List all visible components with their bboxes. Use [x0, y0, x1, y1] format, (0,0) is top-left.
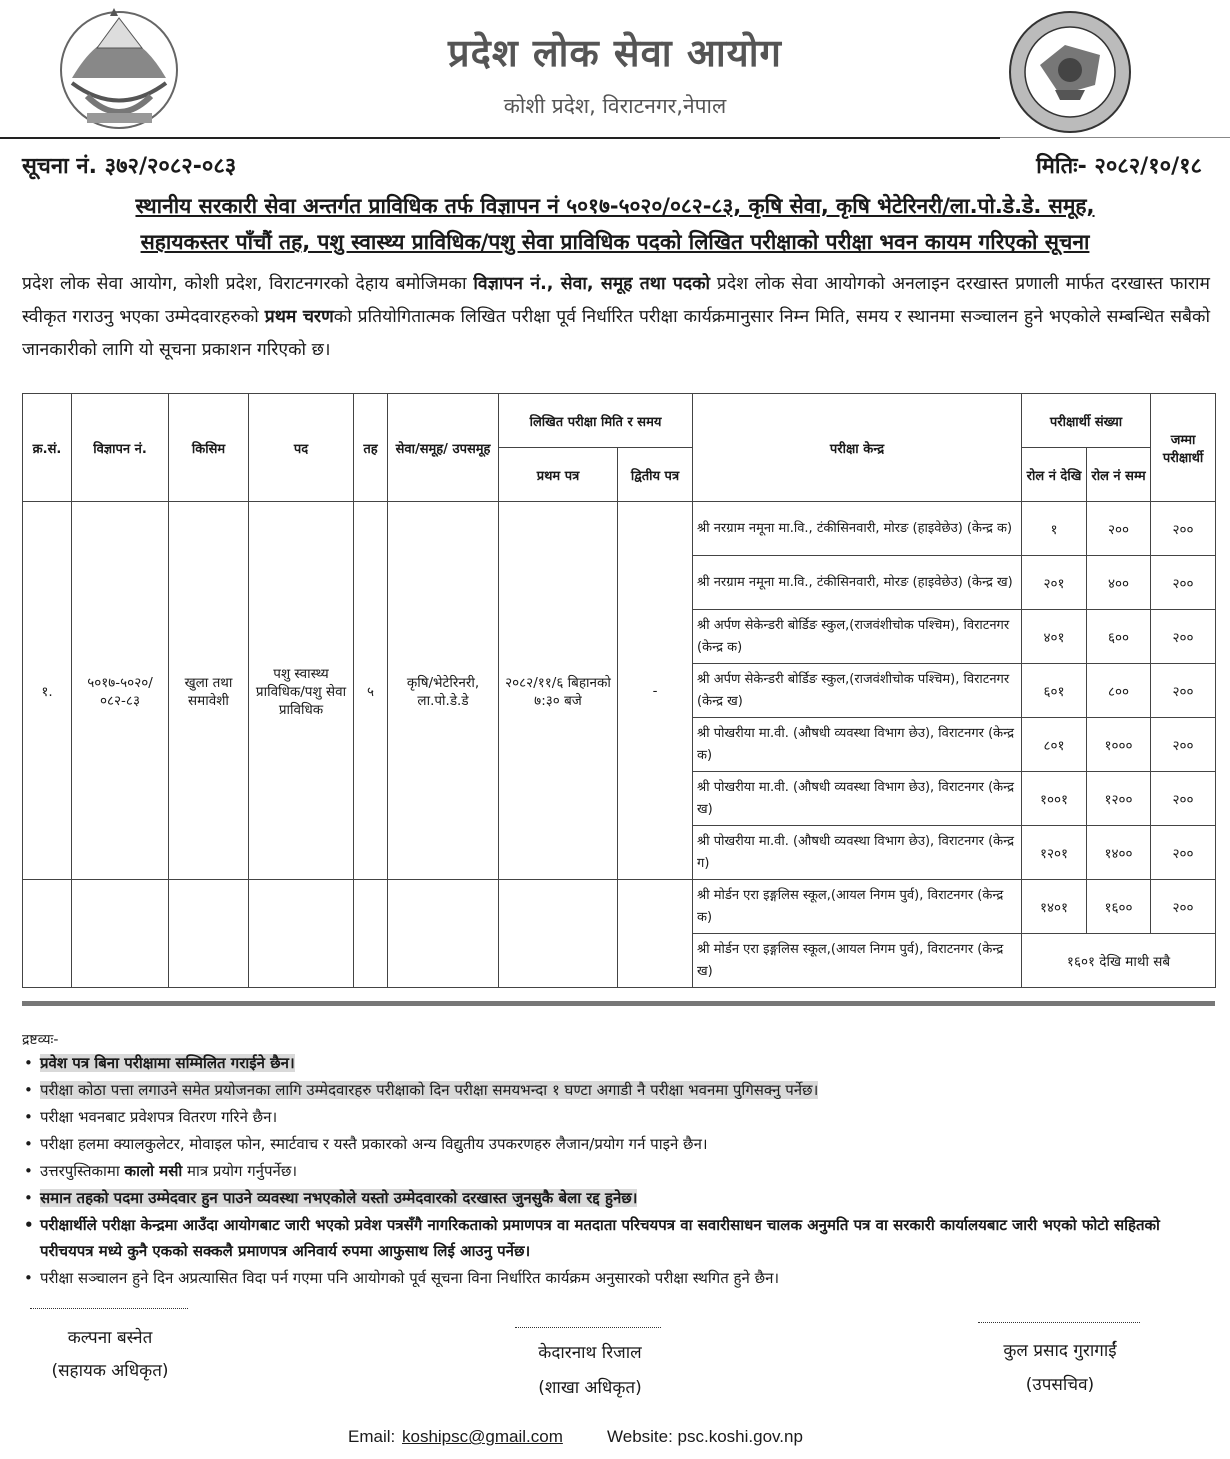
cell-level: ५	[354, 502, 388, 880]
table-row-center: श्री पोखरीया मा.वी. (औषधी व्यवस्था विभाग छेउ), विराटनगर (केन्द्र ख)	[693, 772, 1022, 826]
table-row-to: ६००	[1087, 610, 1151, 664]
headline-line-1: स्थानीय सरकारी सेवा अन्तर्गत प्राविधिक तर्फ विज्ञापन नं ५०१७-५०२०/०८२-८३, कृषि सेवा, कृषि भेटेरिनरी/ला.पो.डे.डे. समूह,	[135, 194, 1095, 218]
email-label: Email:	[348, 1427, 396, 1446]
cell-adv: ५०१७-५०२०/ ०८२-८३	[72, 502, 169, 880]
notice-date: मितिः- २०८२/१०/१८	[1036, 154, 1202, 179]
list-item: • परीक्षा भवनबाट प्रवेशपत्र वितरण गरिने छैन।	[22, 1104, 1212, 1130]
list-item: • प्रवेश पत्र बिना परीक्षामा सम्मिलित गराईने छैन।	[22, 1050, 1212, 1076]
email-link[interactable]: koshipsc@gmail.com	[402, 1427, 563, 1446]
list-item: • समान तहको पदमा उम्मेदवार हुन पाउने व्यवस्था नभएकोले यस्तो उम्मेदवारको दरखास्त जुनसुकै बेला रद्द हुनेछ।	[22, 1185, 1212, 1211]
signature-line	[30, 1308, 188, 1309]
table-row-center: श्री नरग्राम नमूना मा.वि., टंकीसिनवारी, मोरङ (हाइवेछेउ) (केन्द्र ख)	[693, 556, 1022, 610]
table-row-total: २००	[1151, 664, 1216, 718]
signature-name: कल्पना बस्नेत	[67, 1328, 153, 1348]
table-row-to: २००	[1087, 502, 1151, 556]
empty-cell	[249, 880, 354, 988]
th-level: तह	[354, 394, 388, 502]
table-row-center: श्री मोर्डन एरा इङ्गलिस स्कूल,(आयल निगम पुर्व), विराटनगर (केन्द्र क)	[693, 880, 1022, 934]
table-row-from: २०१	[1022, 556, 1087, 610]
th-first: प्रथम पत्र	[499, 448, 618, 502]
th-adv: विज्ञापन नं.	[72, 394, 169, 502]
signature-role: (शाखा अधिकृत)	[538, 1378, 642, 1398]
empty-cell	[169, 880, 249, 988]
signature-line	[978, 1322, 1140, 1323]
table-row-center: श्री अर्पण सेकेन्डरी बोर्डिङ स्कुल,(राजवंशीचोक पश्चिम), विराटनगर (केन्द्र ख)	[693, 664, 1022, 718]
commission-seal-icon	[1005, 10, 1135, 135]
cell-first-paper: २०८२/११/६ बिहानको ७:३० बजे	[499, 502, 618, 880]
table-row-from: १४०१	[1022, 880, 1087, 934]
th-count: परीक्षार्थी संख्या	[1022, 394, 1151, 448]
signature-name: केदारनाथ रिजाल	[538, 1343, 642, 1363]
th-center: परीक्षा केन्द्र	[693, 394, 1022, 502]
empty-cell	[354, 880, 388, 988]
website-text: Website: psc.koshi.gov.np	[607, 1427, 803, 1446]
cell-service: कृषि/भेटेरिनरी, ला.पो.डे.डे	[388, 502, 499, 880]
table-row-range: १६०१ देखि माथी सबै	[1022, 934, 1216, 988]
notes-title: द्रष्टव्यः-	[22, 1032, 59, 1048]
list-item: • उत्तरपुस्तिकामा कालो मसी मात्र प्रयोग गर्नुपर्नेछ।	[22, 1158, 1212, 1184]
signature-role: (सहायक अधिकृत)	[51, 1361, 169, 1381]
headline-line-2: सहायकस्तर पाँचौं तह, पशु स्वास्थ्य प्राविधिक/पशु सेवा प्राविधिक पदको लिखित परीक्षाको परीक्षा भवन कायम गरिएको सूचना	[140, 230, 1090, 254]
cell-post: पशु स्वास्थ्य प्राविधिक/पशु सेवा प्राविधिक	[249, 502, 354, 880]
letterhead	[0, 0, 1230, 140]
th-written: लिखित परीक्षा मिति र समय	[499, 394, 693, 448]
org-subtitle: कोशी प्रदेश, विराटनगर,नेपाल	[503, 94, 727, 118]
list-item: • परीक्षा कोठा पत्ता लगाउने समेत प्रयोजनका लागि उम्मेदवारहरु परीक्षाको दिन परीक्षा समयभन्दा १ घण्टा अगाडी नै परीक्षा भवनमा पुगिसक्नु पर्नेछ।	[22, 1077, 1212, 1103]
empty-cell	[499, 880, 618, 988]
table-row-to: १०००	[1087, 718, 1151, 772]
empty-cell	[23, 880, 72, 988]
notes-list	[22, 1050, 1212, 1292]
table-row-to: १४००	[1087, 826, 1151, 880]
header-rule-thin	[1000, 137, 1230, 138]
table-row-from: ४०१	[1022, 610, 1087, 664]
table-row-to: ८००	[1087, 664, 1151, 718]
table-row-from: १००१	[1022, 772, 1087, 826]
cell-type: खुला तथा समावेशी	[169, 502, 249, 880]
table-row-center: श्री मोर्डन एरा इङ्गलिस स्कूल,(आयल निगम पुर्व), विराटनगर (केन्द्र ख)	[693, 934, 1022, 988]
th-second: द्वितीय पत्र	[618, 448, 693, 502]
org-title: प्रदेश लोक सेवा आयोग	[448, 31, 782, 75]
th-sn: क्र.सं.	[23, 394, 72, 502]
th-post: पद	[249, 394, 354, 502]
table-row-total: २००	[1151, 556, 1216, 610]
table-row-to: ४००	[1087, 556, 1151, 610]
table-row-to: १६००	[1087, 880, 1151, 934]
signature-line	[515, 1327, 661, 1328]
table-row-total: २००	[1151, 610, 1216, 664]
th-service: सेवा/समूह/ उपसमूह	[388, 394, 499, 502]
th-roll-from: रोल नं देखि	[1022, 448, 1087, 502]
table-bottom-rule	[22, 1001, 1215, 1006]
table-row-center: श्री पोखरीया मा.वी. (औषधी व्यवस्था विभाग छेउ), विराटनगर (केन्द्र ग)	[693, 826, 1022, 880]
cell-sn: १.	[23, 502, 72, 880]
header-rule	[0, 137, 1000, 139]
signature-name: कुल प्रसाद गुरागाईं	[1003, 1341, 1117, 1361]
th-type: किसिम	[169, 394, 249, 502]
empty-cell	[72, 880, 169, 988]
list-item: • परीक्षा सञ्चालन हुने दिन अप्रत्यासित विदा पर्न गएमा पनि आयोगको पूर्व सूचना विना निर्धारित कार्यक्रम अनुसारको परीक्षा स्थगित हुने छैन।	[22, 1265, 1212, 1291]
exam-schedule-table	[22, 393, 1216, 988]
empty-cell	[618, 880, 693, 988]
table-row-to: १२००	[1087, 772, 1151, 826]
intro-paragraph: प्रदेश लोक सेवा आयोग, कोशी प्रदेश, विराटनगरको देहाय बमोजिमका विज्ञापन नं., सेवा, समूह तथा पदको प्रदेश लोक सेवा आयोगको अनलाइन दरखास्त प्रणाली मार्फत दरखास्त फाराम स्वीकृत गराउनु भएका उम्मेदवारहरुको प्रथम चरणको प्रतियोगितात्मक लिखित परीक्षा पूर्व निर्धारित परीक्षा कार्यक्रमानुसार निम्न मिति, समय र स्थानमा सञ्चालन हुने भएकोले सम्बन्धित सबैको जानकारीको लागि यो सूचना प्रकाशन गरिएको छ।	[22, 274, 1211, 360]
signature-role: (उपसचिव)	[1025, 1375, 1095, 1395]
table-row-total: २००	[1151, 880, 1216, 934]
list-item: • परीक्षार्थीले परीक्षा केन्द्रमा आउँदा आयोगबाट जारी भएको प्रवेश पत्रसँगै नागरिकताको प्रमाणपत्र वा मतदाता परिचयपत्र वा सवारीसाधन चालक अनुमति पत्र वा सरकारी कार्यालयबाट जारी भएको फोटो सहितको परीचयपत्र मध्ये कुनै एकको सक्कलै प्रमाणपत्र अनिवार्य रुपमा आफुसाथ लिई आउनु पर्नेछ।	[22, 1212, 1212, 1264]
table-row-total: २००	[1151, 826, 1216, 880]
th-total: जम्मा परीक्षार्थी	[1151, 394, 1216, 502]
notice-number: सूचना नं. ३७२/२०८२-०८३	[22, 154, 237, 179]
table-row-center: श्री नरग्राम नमूना मा.वि., टंकीसिनवारी, मोरङ (हाइवेछेउ) (केन्द्र क)	[693, 502, 1022, 556]
table-row-total: २००	[1151, 718, 1216, 772]
cell-second-paper: -	[618, 502, 693, 880]
list-item: • परीक्षा हलमा क्यालकुलेटर, मोवाइल फोन, स्मार्टवाच र यस्तै प्रकारको अन्य विद्युतीय उपकरणहरु लैजान/प्रयोग गर्न पाइने छैन।	[22, 1131, 1212, 1157]
table-row-from: १२०१	[1022, 826, 1087, 880]
th-roll-to: रोल नं सम्म	[1087, 448, 1151, 502]
table-row-total: २००	[1151, 502, 1216, 556]
table-row-total: २००	[1151, 772, 1216, 826]
table-row-center: श्री पोखरीया मा.वी. (औषधी व्यवस्था विभाग छेउ), विराटनगर (केन्द्र क)	[693, 718, 1022, 772]
empty-cell	[388, 880, 499, 988]
table-row-center: श्री अर्पण सेकेन्डरी बोर्डिङ स्कुल,(राजवंशीचोक पश्चिम), विराटनगर (केन्द्र क)	[693, 610, 1022, 664]
table-row-from: १	[1022, 502, 1087, 556]
table-row-from: ८०१	[1022, 718, 1087, 772]
table-row-from: ६०१	[1022, 664, 1087, 718]
